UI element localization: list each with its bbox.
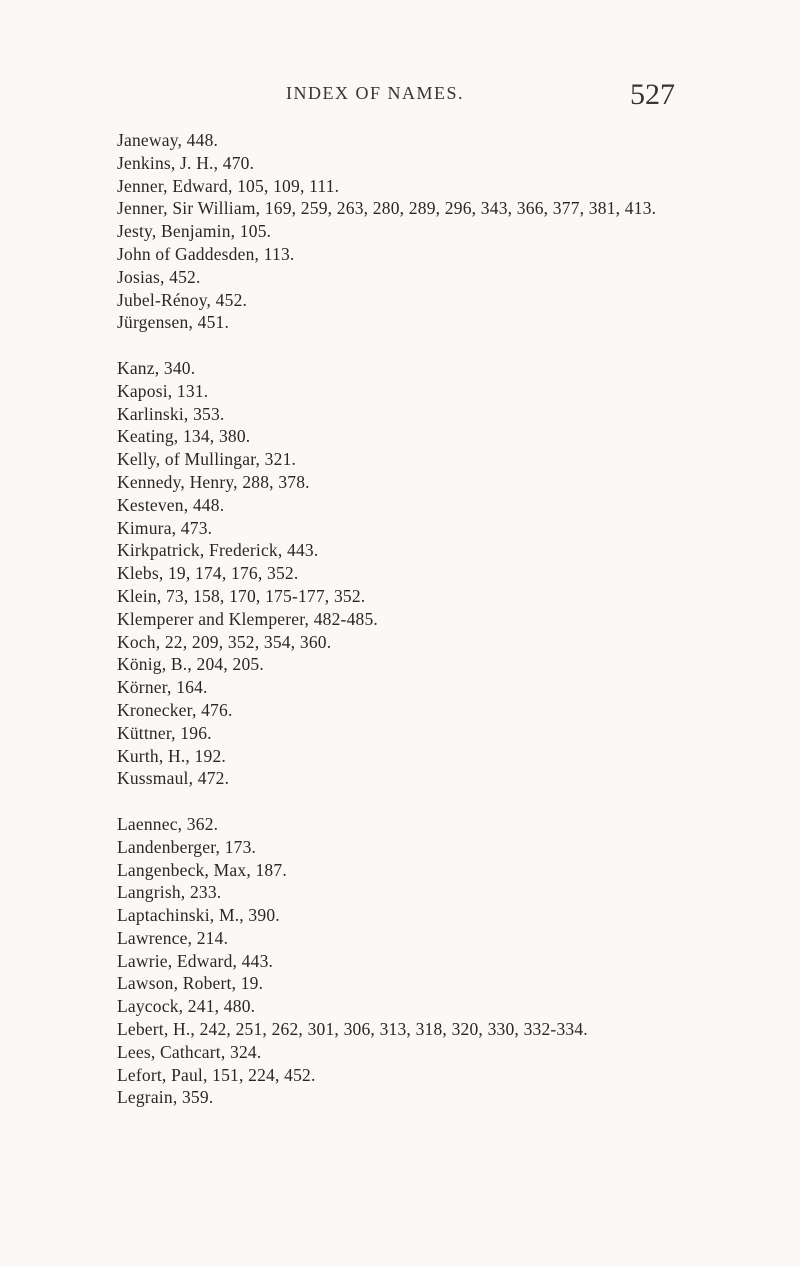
index-entry: Jubel-Rénoy, 452.	[117, 289, 248, 310]
index-entry: Klebs, 19, 174, 176, 352.	[117, 563, 299, 584]
index-entry: Jenkins, J. H., 470.	[117, 152, 255, 173]
index-entry: Landenberger, 173.	[117, 836, 257, 857]
index-entry: Klein, 73, 158, 170, 175-177, 352.	[117, 585, 366, 606]
index-entry: Kaposi, 131.	[117, 380, 209, 401]
index-entry: Kanz, 340.	[117, 357, 196, 378]
index-entry: Langrish, 233.	[117, 882, 222, 903]
index-entry: Josias, 452.	[117, 266, 201, 287]
index-entry: Kennedy, Henry, 288, 378.	[117, 471, 310, 492]
index-entry: Laycock, 241, 480.	[117, 996, 256, 1017]
index-entry: Keating, 134, 380.	[117, 426, 251, 447]
index-entries	[117, 129, 777, 1109]
index-entry: Kurth, H., 192.	[117, 745, 226, 766]
index-entry: Langenbeck, Max, 187.	[117, 859, 287, 880]
index-entry: Kesteven, 448.	[117, 494, 225, 515]
section-gap	[117, 334, 777, 357]
index-entry: Karlinski, 353.	[117, 403, 225, 424]
index-entry: Koch, 22, 209, 352, 354, 360.	[117, 631, 332, 652]
index-entry: Kronecker, 476.	[117, 699, 233, 720]
index-entry: Kirkpatrick, Frederick, 443.	[117, 540, 319, 561]
index-entry: Kimura, 473.	[117, 517, 213, 538]
index-entry: Kelly, of Mullingar, 321.	[117, 449, 297, 470]
index-entry: Lawrie, Edward, 443.	[117, 950, 274, 971]
index-entry: Jürgensen, 451.	[117, 312, 230, 333]
index-entry: Küttner, 196.	[117, 722, 212, 743]
index-entry: Jesty, Benjamin, 105.	[117, 221, 272, 242]
index-entry: John of Gaddesden, 113.	[117, 243, 295, 264]
index-entry: Jenner, Sir William, 169, 259, 263, 280, 289, 296, 343, 366, 377, 381, 413.	[117, 198, 657, 219]
index-entry: Körner, 164.	[117, 677, 208, 698]
index-entry: Lawrence, 214.	[117, 927, 229, 948]
index-entry: Jenner, Edward, 105, 109, 111.	[117, 175, 340, 196]
index-entry: Lees, Cathcart, 324.	[117, 1041, 262, 1062]
index-entry: Lefort, Paul, 151, 224, 452.	[117, 1064, 316, 1085]
running-title: INDEX OF NAMES.	[286, 83, 465, 103]
index-entry: Lawson, Robert, 19.	[117, 973, 264, 994]
index-entry: Laptachinski, M., 390.	[117, 905, 280, 926]
index-entry: Lebert, H., 242, 251, 262, 301, 306, 313, 318, 320, 330, 332-334.	[117, 1019, 588, 1040]
index-entry: Janeway, 448.	[117, 130, 219, 150]
index-entry: Laennec, 362.	[117, 813, 219, 834]
index-entry: Legrain, 359.	[117, 1087, 214, 1108]
index-entry: Klemperer and Klemperer, 482-485.	[117, 608, 379, 629]
section-gap	[117, 790, 777, 813]
index-entry: König, B., 204, 205.	[117, 654, 264, 675]
index-entry: Kussmaul, 472.	[117, 768, 230, 789]
page-number: 527	[630, 78, 675, 111]
page-header	[0, 80, 800, 114]
